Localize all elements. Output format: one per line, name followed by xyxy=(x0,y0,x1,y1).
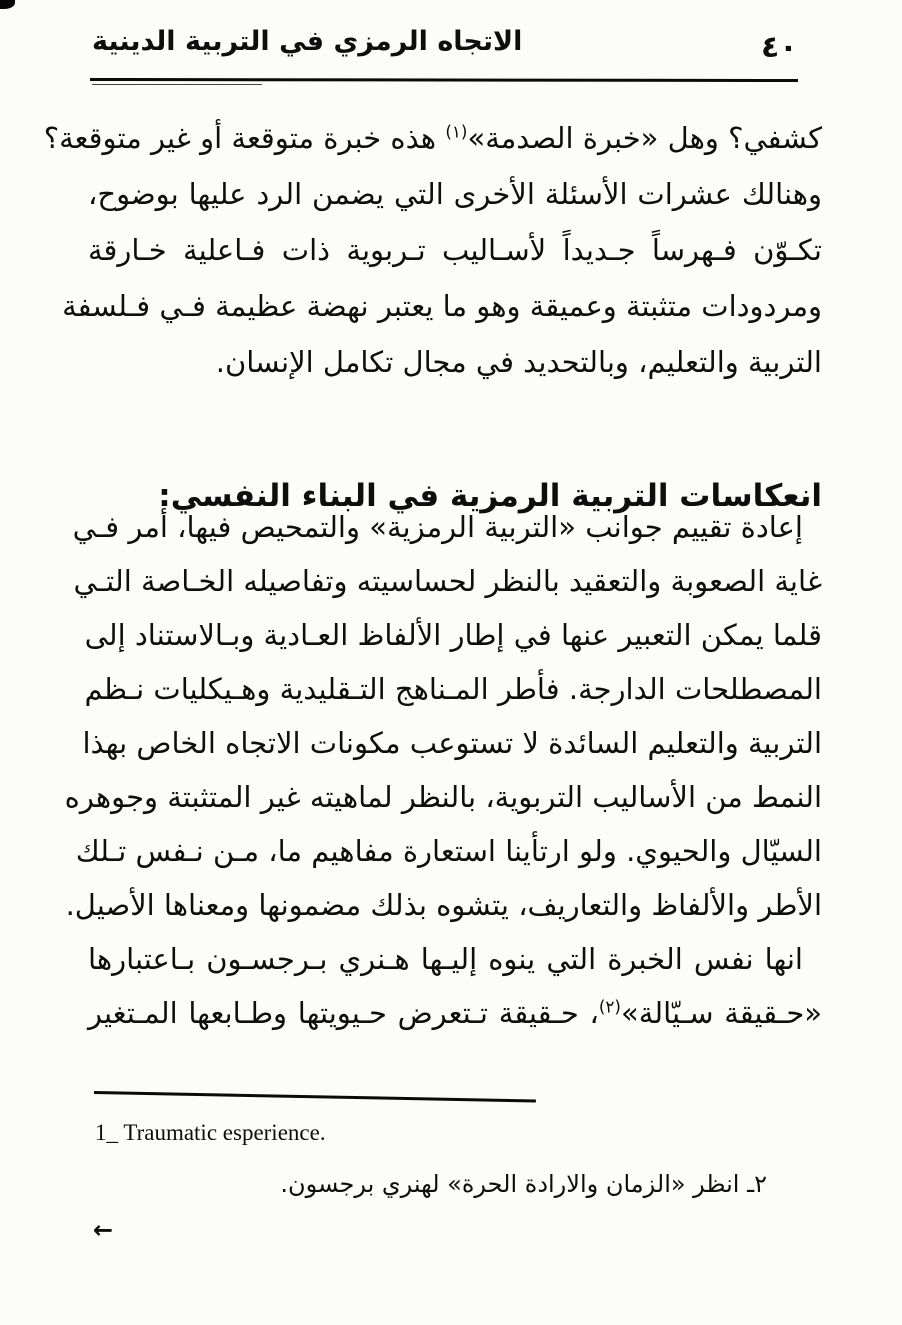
paragraph-line: انها نفس الخبرة التي ينوه إليـها هـنري بـرجسـون بـاعتبارها xyxy=(88,942,803,976)
footnote-separator xyxy=(94,1091,536,1102)
header-rule xyxy=(90,78,798,82)
line-text: «حـقيقة سـيّالة» xyxy=(620,996,822,1030)
running-title: الاتجاه الرمزي في التربية الدينية xyxy=(92,26,523,57)
footnote-marker-1: (١) xyxy=(445,121,468,142)
scan-artifact-corner xyxy=(0,0,15,9)
paragraph-3 xyxy=(88,932,822,1040)
paragraph-1 xyxy=(43,110,822,390)
paragraph-line: ومردودات متثبتة وعميقة وهو ما يعتبر نهضة عظيمة فـي فـلسفة xyxy=(62,289,822,323)
paragraph-line: غاية الصعوبة والتعقيد بالنظر لحساسيته وتفاصيله الخـاصة التـي xyxy=(73,564,822,598)
paragraph-line: وهنالك عشرات الأسئلة الأخرى التي يضمن الرد عليها بوضوح، xyxy=(88,177,822,211)
footnote-2: ٢ـ انظر «الزمان والارادة الحرة» لهنري برجسون. xyxy=(280,1170,767,1198)
line-text: كشفي؟ وهل «خبرة الصدمة» xyxy=(467,121,822,155)
paragraph-line: التربية والتعليم السائدة لا تستوعب مكونات الاتجاه الخاص بهذا xyxy=(82,726,822,760)
paragraph-line: تكـوّن فـهرساً جـديداً لأسـاليب تـربوية ذات فـاعلية خـارقة xyxy=(88,233,822,267)
footnote-1: 1_ Traumatic esperience. xyxy=(95,1120,326,1145)
continuation-arrow-icon: ← xyxy=(93,1216,114,1244)
paragraph-line xyxy=(88,986,822,1040)
paragraph-line: السيّال والحيوي. ولو ارتأينا استعارة مفاهيم ما، مـن نـفس تـلك xyxy=(75,834,822,868)
paragraph-line: إعادة تقييم جوانب «التربية الرمزية» والتمحيص فيها، أمر فـي xyxy=(72,510,803,544)
page-number: ٤٠ xyxy=(761,30,798,65)
paragraph-line: قلما يمكن التعبير عنها في إطار الألفاظ العـادية وبـالاستناد إلى xyxy=(84,618,822,652)
paragraph-line: المصطلحات الدارجة. فأطر المـناهج التـقليدية وهـيكليات نـظم xyxy=(84,672,822,706)
header-rule-ghost xyxy=(92,84,262,85)
paragraph-2 xyxy=(64,500,822,932)
paragraph-line: الأطر والألفاظ والتعاريف، يتشوه بذلك مضمونها ومعناها الأصيل. xyxy=(65,888,822,922)
paragraph-line: النمط من الأساليب التربوية، بالنظر لماهيته غير المتثبتة وجوهره xyxy=(64,780,822,814)
footnote-marker-2: (٢) xyxy=(598,996,621,1017)
paragraph-line: التربية والتعليم، وبالتحديد في مجال تكامل الإنسان. xyxy=(215,345,822,379)
line-text: هذه خبرة متوقعة أو غير متوقعة؟ xyxy=(43,121,446,155)
paragraph-line xyxy=(43,110,822,166)
line-text: ، حـقيقة تـتعرض حـيويتها وطـابعها المـتغير xyxy=(88,996,599,1030)
section-heading: انعكاسات التربية الرمزية في البناء النفسي: xyxy=(158,477,822,514)
